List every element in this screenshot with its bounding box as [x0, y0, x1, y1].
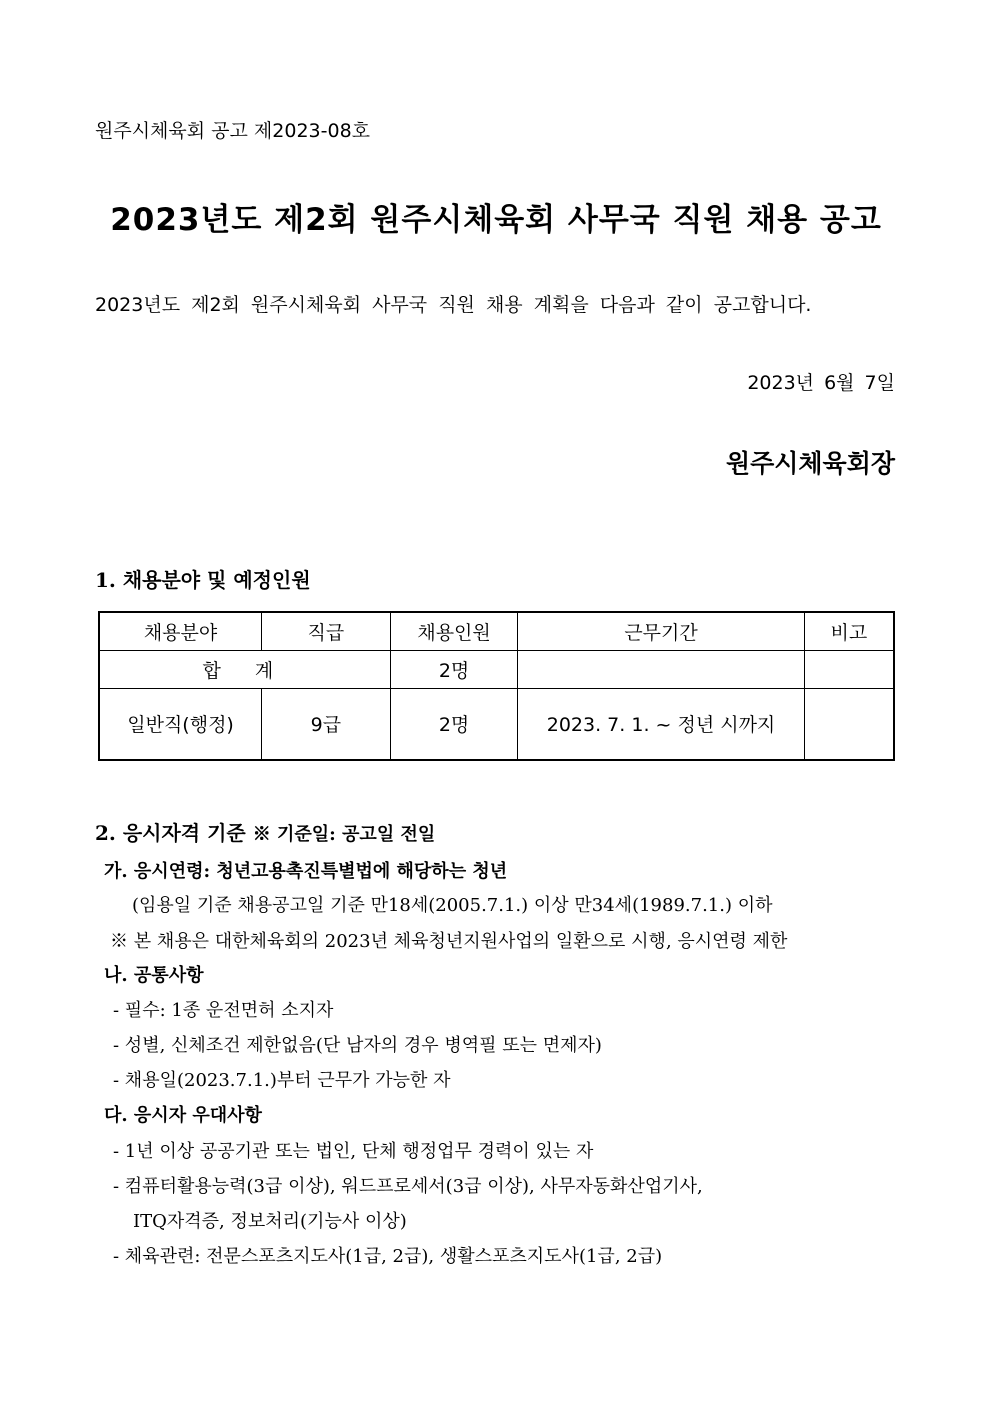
document-title: 2023년도 제2회 원주시체육회 사무국 직원 채용 공고	[110, 202, 882, 238]
section1-heading: 1. 채용분야 및 예정인원	[95, 568, 311, 592]
list-item: - 성별, 신체조건 제한없음(단 남자의 경우 병역필 또는 면제자)	[113, 1035, 602, 1056]
item-b-title: 나. 공통사항	[104, 965, 204, 986]
recruitment-table	[98, 611, 895, 761]
list-item: - 컴퓨터활용능력(3급 이상), 워드프로세서(3급 이상), 사무자동화산업기사,	[113, 1176, 703, 1197]
item-c-title: 다. 응시자 우대사항	[104, 1105, 262, 1126]
list-item: - 채용일(2023.7.1.)부터 근무가 가능한 자	[113, 1070, 451, 1091]
section2-title: 2. 응시자격 기준	[95, 821, 246, 845]
list-item: - 1년 이상 공공기관 또는 법인, 단체 행정업무 경력이 있는 자	[113, 1141, 594, 1162]
col-header-note: 비고	[804, 612, 894, 650]
total-label: 합 계	[99, 650, 390, 688]
total-period	[518, 650, 804, 688]
col-header-period: 근무기간	[518, 612, 804, 650]
item-a-line1: (임용일 기준 채용공고일 기준 만18세(2005.7.1.) 이상 만34세(1989.7.1.) 이하	[132, 895, 773, 916]
cell-note	[804, 688, 894, 760]
total-note	[804, 650, 894, 688]
list-item: ITQ자격증, 정보처리(기능사 이상)	[133, 1211, 407, 1232]
col-header-count: 채용인원	[390, 612, 518, 650]
item-a-line2: ※ 본 채용은 대한체육회의 2023년 체육청년지원사업의 일환으로 시행, 응시연령 제한	[110, 931, 788, 952]
cell-count: 2명	[390, 688, 518, 760]
list-item: - 체육관련: 전문스포츠지도사(1급, 2급), 생활스포츠지도사(1급, 2급)	[113, 1246, 663, 1267]
cell-period: 2023. 7. 1. ~ 정년 시까지	[518, 688, 804, 760]
section2-heading	[95, 817, 435, 846]
col-header-field: 채용분야	[99, 612, 262, 650]
col-header-grade: 직급	[262, 612, 391, 650]
table-header-row	[99, 612, 894, 650]
table-total-row	[99, 650, 894, 688]
section2-basis: ※ 기준일: 공고일 전일	[252, 824, 436, 845]
cell-field: 일반직(행정)	[99, 688, 262, 760]
list-item: - 필수: 1종 운전면허 소지자	[113, 1000, 334, 1021]
item-a-title: 가. 응시연령: 청년고용촉진특별법에 해당하는 청년	[104, 861, 508, 882]
intro-text: 2023년도 제2회 원주시체육회 사무국 직원 채용 계획을 다음과 같이 공고합니다.	[95, 294, 812, 316]
notice-date: 2023년 6월 7일	[747, 372, 895, 394]
notice-number: 원주시체육회 공고 제2023-08호	[95, 120, 371, 142]
cell-grade: 9급	[262, 688, 391, 760]
total-count: 2명	[390, 650, 518, 688]
table-row	[99, 688, 894, 760]
issuer-name: 원주시체육회장	[725, 449, 895, 478]
